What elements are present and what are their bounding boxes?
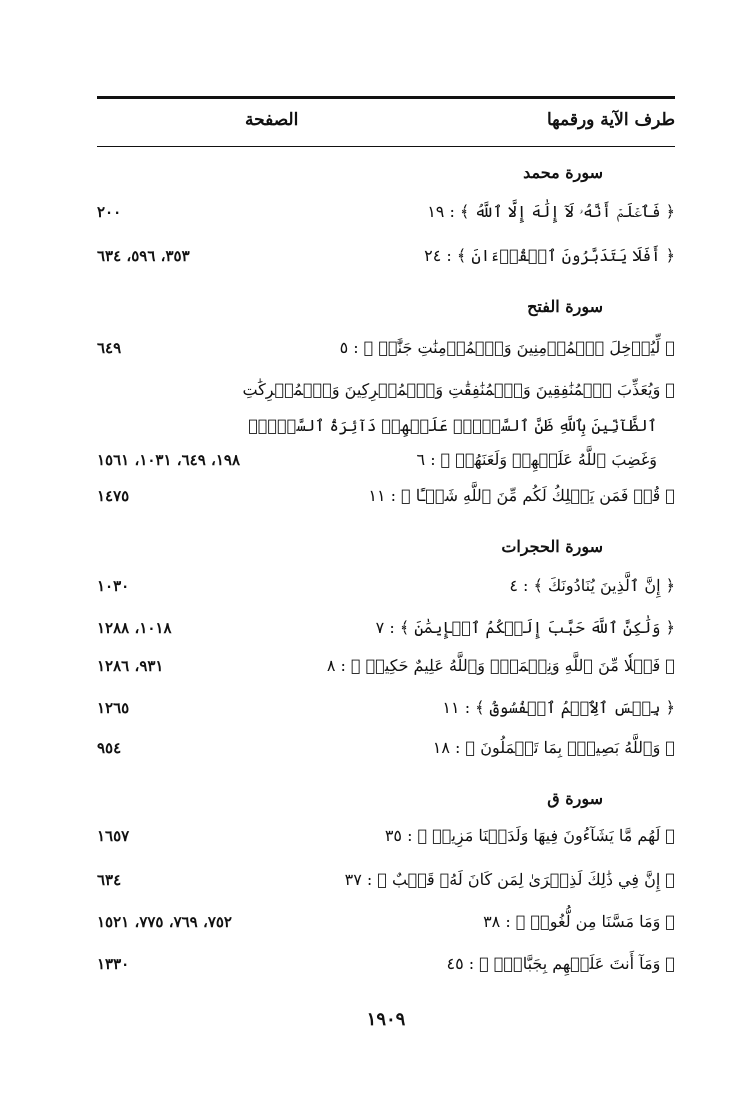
sura-title: سورة الحجرات [501,537,603,556]
verse-line: ﴿ وَيُعَذِّبَ ٱلۡمُنَٰفِقِينَ وَٱلۡمُنَٰفِقَٰتِ وَٱلۡمُشۡرِكِينَ وَٱلۡمُشۡرِكَٰتِ [242,380,675,399]
verse-line: ٱلظَّآنِّينَ بِٱللَّهِ ظَنَّ ٱلسَّوۡءِۚ عَلَيۡهِمۡ دَآئِرَةُ ٱلسَّوۡءِۖ [248,416,657,435]
sura-title: سورة ق [547,789,603,808]
page-refs: ٢٠٠ [97,203,122,221]
verse-text: ﴿ إِنَّ ٱلَّذِينَ يُنَادُونَكَ ﴾ : ٤ [509,576,675,595]
page-refs: ١٤٧٥ [97,487,130,505]
verse-text: ﴿ لَهُم مَّا يَشَآءُونَ فِيهَا وَلَدَيۡنَا مَزِيدٞ ﴾ : ٣٥ [384,826,675,845]
page-refs: ١٠١٨، ١٢٨٨ [97,619,172,637]
page-refs: ٩٥٤ [97,739,122,757]
verse-text: ﴿ وَمَا مَسَّنَا مِن لُّغُوبٖ ﴾ : ٣٨ [483,912,675,931]
header-bottom-rule [97,146,675,147]
sura-title: سورة الفتح [527,297,603,316]
verse-text: ﴿ بِئۡسَ ٱلِٱسۡمُ ٱلۡفُسُوقُ ﴾ : ١١ [442,698,675,717]
page-refs: ٦٤٩ [97,339,122,357]
page-number: ١٩٠٩ [366,1009,406,1030]
header-verse-column: طرف الآية ورقمها [546,110,675,130]
page-refs: ٩٣١، ١٢٨٦ [97,657,164,675]
verse-text: ﴿ فَٱعۡلَمۡ أَنَّهُۥ لَآ إِلَٰهَ إِلَّا ٱللَّهُ ﴾ : ١٩ [427,202,675,221]
header-page-column: الصفحة [245,110,299,130]
verse-text: ﴿ إِنَّ فِي ذَٰلِكَ لَذِكۡرَىٰ لِمَن كَانَ لَهُۥ قَلۡبٌ ﴾ : ٣٧ [344,870,675,889]
page-refs: ٧٥٢، ٧٦٩، ٧٧٥، ١٥٢١ [97,913,232,931]
page-refs: ٦٣٤ [97,871,122,889]
page-refs: ١٩٨، ٦٤٩، ١٠٣١، ١٥٦١ [97,451,241,469]
verse-line: وَغَضِبَ ٱللَّهُ عَلَيۡهِمۡ وَلَعَنَهُمۡ ﴾ : ٦ [416,450,657,469]
verse-text: ﴿ لِّيُدۡخِلَ ٱلۡمُؤۡمِنِينَ وَٱلۡمُؤۡمِنَٰتِ جَنَّٰتٖ ﴾ : ٥ [339,338,675,357]
sura-title: سورة محمد [523,163,603,182]
page-refs: ٣٥٣، ٥٩٦، ٦٣٤ [97,247,190,265]
index-page [97,96,675,1046]
header-top-rule [97,96,675,99]
page-refs: ١٢٦٥ [97,699,130,717]
verse-text: ﴿ وَلَٰكِنَّ ٱللَّهَ حَبَّبَ إِلَيۡكُمُ ٱلۡإِيمَٰنَ ﴾ : ٧ [375,618,675,637]
page-refs: ١٣٣٠ [97,955,130,973]
verse-text: ﴿ وَٱللَّهُ بَصِيرُۢ بِمَا تَعۡمَلُونَ ﴾ : ١٨ [432,738,675,757]
verse-text: ﴿ وَمَآ أَنتَ عَلَيۡهِم بِجَبَّارٖۖ ﴾ : ٤٥ [446,954,675,973]
verse-text: ﴿ فَضۡلٗا مِّنَ ٱللَّهِ وَنِعۡمَةٗۚ وَٱللَّهُ عَلِيمٌ حَكِيمٞ ﴾ : ٨ [326,656,675,675]
page-refs: ١٠٣٠ [97,577,130,595]
page-refs: ١٦٥٧ [97,827,130,845]
verse-text: ﴿ قُلۡ فَمَن يَمۡلِكُ لَكُم مِّنَ ٱللَّهِ شَيۡـًٔا ﴾ : ١١ [368,486,675,505]
verse-text: ﴿ أَفَلَا يَتَدَبَّرُونَ ٱلۡقُرۡءَانَ ﴾ : ٢٤ [424,246,675,265]
